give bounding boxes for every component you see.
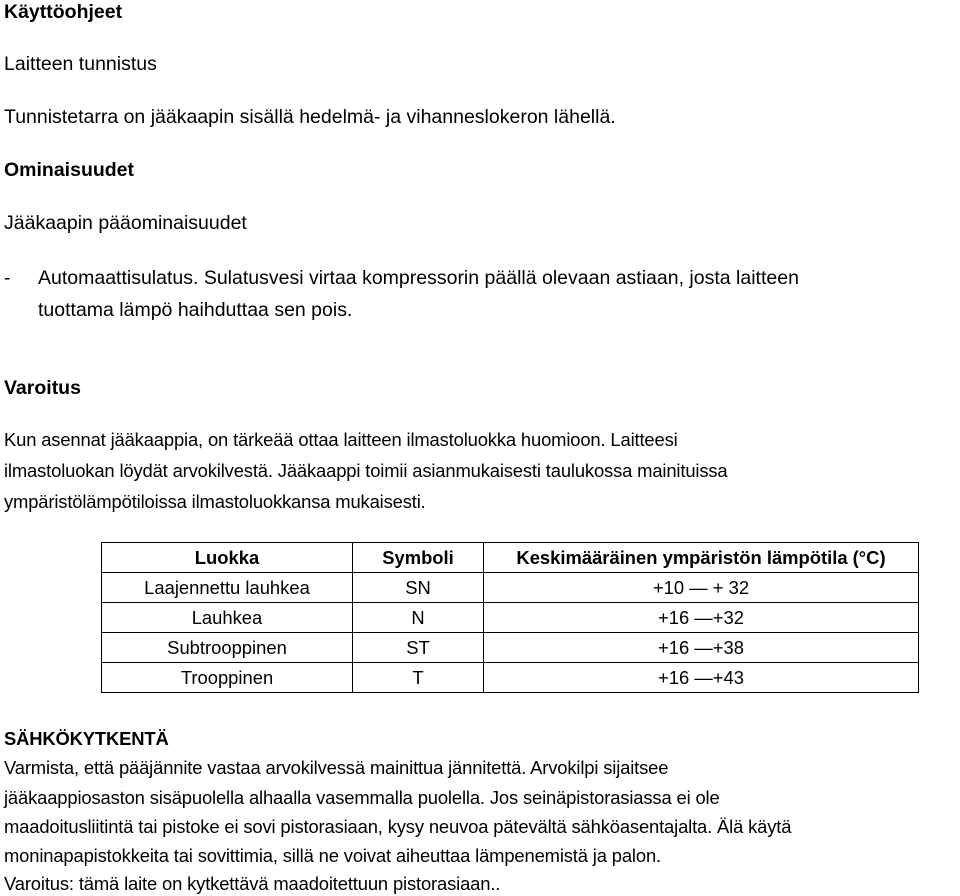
list-dash: - xyxy=(4,267,11,289)
table-cell-temperature: +10 — + 32 xyxy=(484,573,919,603)
table-row xyxy=(102,633,919,663)
table-cell-symbol: SN xyxy=(353,573,484,603)
table-header-row xyxy=(102,543,919,573)
warning-line-3: ympäristölämpötiloissa ilmastoluokkansa mukaisesti. xyxy=(4,491,426,512)
electrical-line-4: moninapapistokkeita tai sovittimia, sillä ne voivat aiheuttaa lämpenemistä ja palon. xyxy=(4,845,661,866)
header-symbol: Symboli xyxy=(353,543,484,573)
table-cell-class: Laajennettu lauhkea xyxy=(102,573,353,603)
table-cell-temperature: +16 —+43 xyxy=(484,663,919,693)
table-cell-class: Lauhkea xyxy=(102,603,353,633)
features-list-item-continued xyxy=(4,294,956,326)
features-list-item xyxy=(4,262,956,294)
identification-heading: Laitteen tunnistus xyxy=(4,53,157,75)
table-cell-class: Trooppinen xyxy=(102,663,353,693)
table-row xyxy=(102,663,919,693)
features-subheading: Jääkaapin pääominaisuudet xyxy=(4,212,247,234)
list-item-line-1: Automaattisulatus. Sulatusvesi virtaa kompressorin päällä olevaan astiaan, josta laitteen xyxy=(38,267,799,289)
features-heading: Ominaisuudet xyxy=(4,159,135,181)
table-cell-symbol: ST xyxy=(353,633,484,663)
table-row xyxy=(102,573,919,603)
header-temperature: Keskimääräinen ympäristön lämpötila (°C) xyxy=(484,543,919,573)
header-class: Luokka xyxy=(102,543,353,573)
electrical-line-1: Varmista, että pääjännite vastaa arvokilvessä mainittua jännitettä. Arvokilpi sijaitsee xyxy=(4,757,669,778)
electrical-heading: SÄHKÖKYTKENTÄ xyxy=(4,728,169,749)
warning-line-1: Kun asennat jääkaappia, on tärkeää ottaa laitteen ilmastoluokka huomioon. Laitteesi xyxy=(4,429,678,450)
electrical-line-5: Varoitus: tämä laite on kytkettävä maadoitettuun pistorasiaan.. xyxy=(4,873,501,894)
electrical-line-2: jääkaappiosaston sisäpuolella alhaalla vasemmalla puolella. Jos seinäpistorasiassa ei ole xyxy=(4,787,720,808)
warning-line-2: ilmastoluokan löydät arvokilvestä. Jääkaappi toimii asianmukaisesti taulukossa mainituissa xyxy=(4,460,728,481)
table-cell-class: Subtrooppinen xyxy=(102,633,353,663)
identification-text: Tunnistetarra on jääkaapin sisällä hedelmä- ja vihanneslokeron lähellä. xyxy=(4,106,616,128)
table-row xyxy=(102,603,919,633)
table-cell-temperature: +16 —+32 xyxy=(484,603,919,633)
table-cell-temperature: +16 —+38 xyxy=(484,633,919,663)
list-item-line-2: tuottama lämpö haihduttaa sen pois. xyxy=(38,299,353,321)
page-title: Käyttöohjeet xyxy=(4,1,123,23)
table-cell-symbol: N xyxy=(353,603,484,633)
electrical-line-3: maadoitusliitintä tai pistoke ei sovi pistorasiaan, kysy neuvoa pätevältä sähköasentajalta. Älä käytä xyxy=(4,816,792,837)
table-cell-symbol: T xyxy=(353,663,484,693)
climate-class-table xyxy=(101,542,919,693)
warning-heading: Varoitus xyxy=(4,377,81,399)
